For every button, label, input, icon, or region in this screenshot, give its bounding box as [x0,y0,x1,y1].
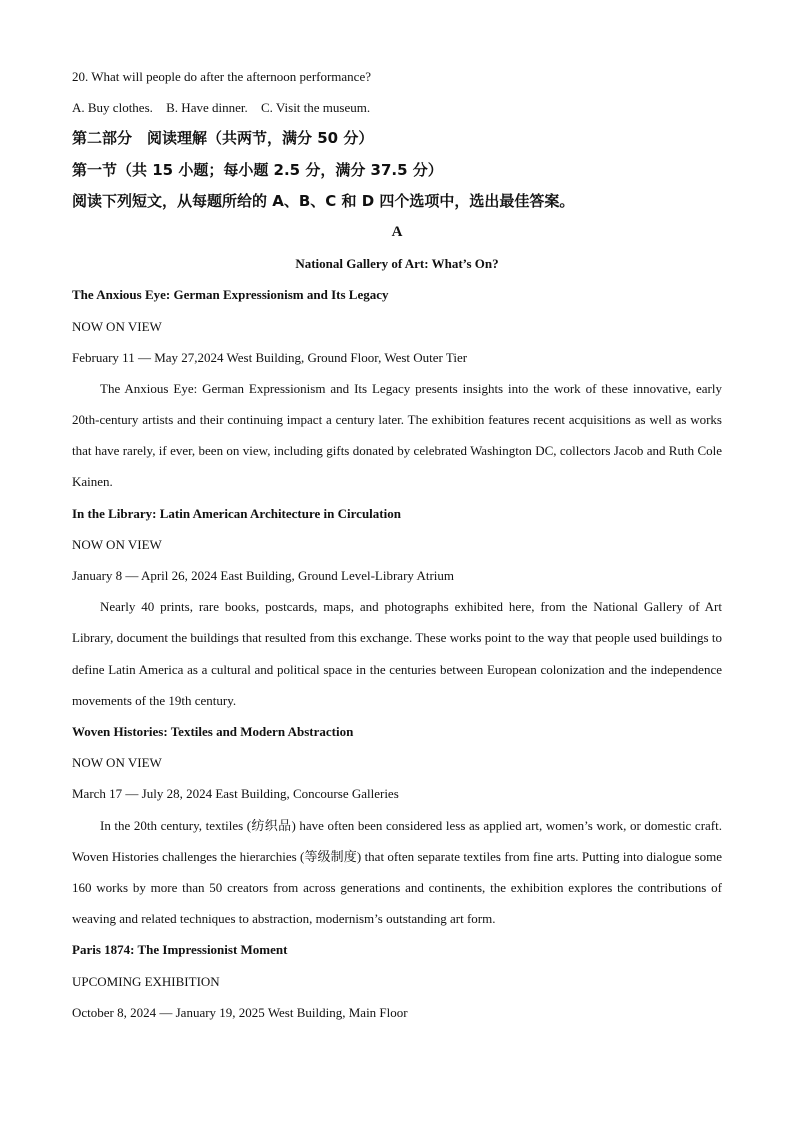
reading-instructions: 阅读下列短文，从每题所给的 A、B、C 和 D 四个选项中，选出最佳答案。 [72,191,575,210]
passage-letter: A [391,223,403,240]
exhibition-title: The Anxious Eye: German Expressionism and Its Legacy [72,287,389,303]
exam-page [72,61,722,1028]
question-20-stem: 20. What will people do after the afternoon performance? [72,69,371,84]
exhibition-status: NOW ON VIEW [72,755,162,771]
exhibition-title: Paris 1874: The Impressionist Moment [72,942,288,958]
question-20-options [72,92,722,123]
exhibition-description: The Anxious Eye: German Expressionism and Its Legacy presents insights into the work of these innovative, early 20th-century artists and their continuing impact a century later. The exhibition features recent acquisitions as well as works that have rarely, if ever, been on view, including gifts donated by celebrated Washington DC, collectors Jacob and Ruth Cole Kainen. [72,380,722,490]
section-1-title: 第一节（共 15 小题；每小题 2.5 分，满分 37.5 分） [72,160,443,179]
exhibition-dates-location: February 11 — May 27,2024 West Building, Ground Floor, West Outer Tier [72,349,468,365]
exhibition-title: In the Library: Latin American Architecture in Circulation [72,505,401,521]
exhibition-status: UPCOMING EXHIBITION [72,973,220,989]
exhibition-dates-location: March 17 — July 28, 2024 East Building, Concourse Galleries [72,786,399,802]
exhibition-status: NOW ON VIEW [72,536,162,552]
part-2-title: 第二部分 阅读理解（共两节，满分 50 分） [72,129,374,148]
exhibition-description: In the 20th century, textiles (纺织品) have often been considered less as applied art, women’s work, or domestic craft. Woven Histories challenges the hierarchies (等级制度) that often separate textiles from fine arts. Putting into dialogue some 160 works by more than 50 creators from across generations and continents, the exhibition explores the contributions of weaving and related techniques to abstraction, modernism’s outstanding art form. [72,817,722,927]
exhibition-dates-location: January 8 — April 26, 2024 East Building, Ground Level-Library Atrium [72,568,454,584]
exhibition-dates-location: October 8, 2024 — January 19, 2025 West Building, Main Floor [72,1004,408,1020]
option-c: C. Visit the museum. [260,100,371,116]
exhibition-title: Woven Histories: Textiles and Modern Abstraction [72,724,354,740]
exhibition-description: Nearly 40 prints, rare books, postcards, maps, and photographs exhibited here, from the National Gallery of Art Library, document the buildings that resulted from this exchange. These works point to the way that people used buildings to define Latin America as a cultural and political space in the centuries between European colonization and the independence movements of the 19th century. [72,599,722,708]
option-b: B. Have dinner. [166,100,248,116]
passage-title: National Gallery of Art: What’s On? [295,256,499,272]
option-a: A. Buy clothes. [72,100,153,116]
exhibition-status: NOW ON VIEW [72,318,162,334]
